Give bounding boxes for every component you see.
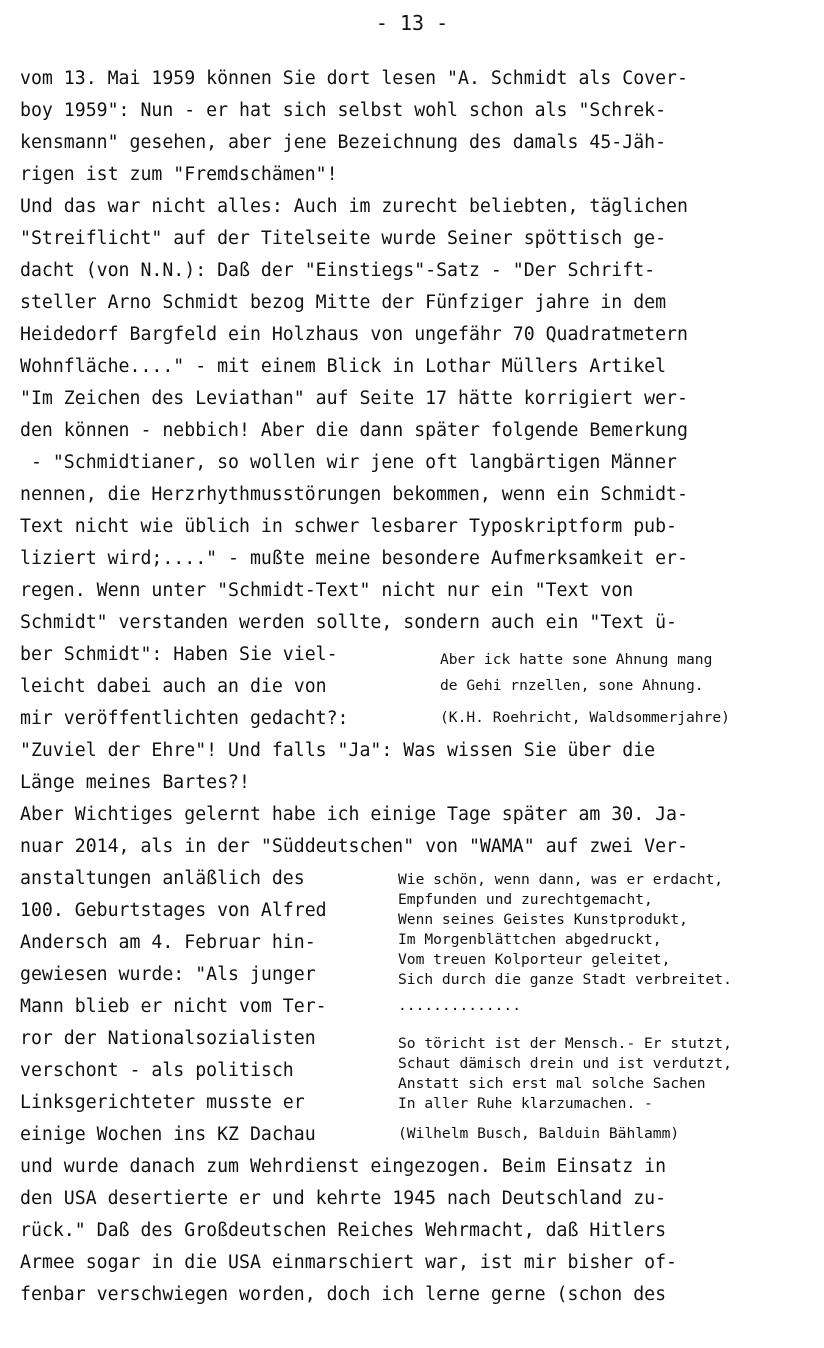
text-line: Linksgerichteter musste er [20, 1092, 305, 1113]
poem-line: Schaut dämisch drein und ist verdutzt, [398, 1055, 732, 1072]
text-line: nennen, die Herzrhythmusstörungen bekommen, wenn ein Schmidt- [20, 484, 688, 505]
text-line: Text nicht wie üblich in schwer lesbarer Typoskriptform pub- [20, 516, 677, 537]
text-line: Und das war nicht alles: Auch im zurecht beliebten, täglichen [20, 196, 688, 217]
poem-attribution: (Wilhelm Busch, Balduin Bählamm) [398, 1125, 680, 1142]
quote-line: de Gehi rnzellen, sone Ahnung. [440, 677, 704, 694]
text-line: boy 1959": Nun - er hat sich selbst wohl schon als "Schrek- [20, 100, 667, 121]
text-line: den USA desertierte er und kehrte 1945 nach Deutschland zu- [20, 1188, 667, 1209]
text-line: Armee sogar in die USA einmarschiert war, ist mir bisher of- [20, 1252, 677, 1273]
text-line: gewiesen wurde: "Als junger [20, 964, 316, 985]
poem-line: Anstatt sich erst mal solche Sachen [398, 1075, 706, 1092]
poem-ellipsis: .............. [398, 997, 522, 1014]
page-number: - 13 - [375, 11, 449, 35]
text-line: nuar 2014, als in der "Süddeutschen" von "WAMA" auf zwei Ver- [20, 836, 688, 857]
poem-line: Empfunden und zurechtgemacht, [398, 891, 653, 908]
text-line: "Streiflicht" auf der Titelseite wurde Seiner spöttisch ge- [20, 228, 667, 249]
text-line: rigen ist zum "Fremdschämen"! [20, 164, 338, 185]
text-line: anstaltungen anläßlich des [20, 868, 305, 889]
text-line: vom 13. Mai 1959 können Sie dort lesen "A. Schmidt als Cover- [20, 68, 688, 89]
text-line: Heidedorf Bargfeld ein Holzhaus von ungefähr 70 Quadratmetern [20, 324, 688, 345]
text-line: steller Arno Schmidt bezog Mitte der Fünfziger jahre in dem [20, 292, 667, 313]
poem-line: Vom treuen Kolporteur geleitet, [398, 951, 671, 968]
text-line: regen. Wenn unter "Schmidt-Text" nicht nur ein "Text von [20, 580, 634, 601]
text-line: ror der Nationalsozialisten [20, 1028, 316, 1049]
text-line: Aber Wichtiges gelernt habe ich einige Tage später am 30. Ja- [20, 804, 688, 825]
text-line: einige Wochen ins KZ Dachau [20, 1124, 316, 1145]
poem-line: In aller Ruhe klarzumachen. - [398, 1095, 653, 1112]
quote-line: Aber ick hatte sone Ahnung mang [440, 651, 713, 668]
poem-line: Wenn seines Geistes Kunstprodukt, [398, 911, 688, 928]
poem-line: So töricht ist der Mensch.- Er stutzt, [398, 1035, 732, 1052]
text-line: mir veröffentlichten gedacht?: [20, 708, 349, 729]
text-line: kensmann" gesehen, aber jene Bezeichnung des damals 45-Jäh- [20, 132, 667, 153]
text-line: Länge meines Bartes?! [20, 772, 250, 793]
poem-line: Im Morgenblättchen abgedruckt, [398, 931, 662, 948]
text-line: rück." Daß des Großdeutschen Reiches Wehrmacht, daß Hitlers [20, 1220, 667, 1241]
text-line: den können - nebbich! Aber die dann später folgende Bemerkung [20, 420, 688, 441]
text-line: ber Schmidt": Haben Sie viel- [20, 644, 338, 665]
text-line: und wurde danach zum Wehrdienst eingezogen. Beim Einsatz in [20, 1156, 667, 1177]
text-line: leicht dabei auch an die von [20, 676, 327, 697]
text-line: "Zuviel der Ehre"! Und falls "Ja": Was wissen Sie über die [20, 740, 656, 761]
text-line: liziert wird;...." - mußte meine besondere Aufmerksamkeit er- [20, 548, 688, 569]
quote-attribution: (K.H. Roehricht, Waldsommerjahre) [440, 709, 730, 726]
poem-line: Wie schön, wenn dann, was er erdacht, [398, 871, 724, 888]
text-line: Mann blieb er nicht vom Ter- [20, 996, 327, 1017]
text-line: Wohnfläche...." - mit einem Blick in Lothar Müllers Artikel [20, 356, 667, 377]
poem-line: Sich durch die ganze Stadt verbreitet. [398, 971, 732, 988]
text-line: "Im Zeichen des Leviathan" auf Seite 17 hätte korrigiert wer- [20, 388, 688, 409]
text-line: - "Schmidtianer, so wollen wir jene oft langbärtigen Männer [20, 452, 677, 473]
text-line: Andersch am 4. Februar hin- [20, 932, 316, 953]
text-line: fenbar verschwiegen worden, doch ich lerne gerne (schon des [20, 1284, 667, 1305]
text-line: 100. Geburtstages von Alfred [20, 900, 327, 921]
text-line: Schmidt" verstanden werden sollte, sondern auch ein "Text ü- [20, 612, 677, 633]
text-line: dacht (von N.N.): Daß der "Einstiegs"-Satz - "Der Schrift- [20, 260, 656, 281]
text-line: verschont - als politisch [20, 1060, 294, 1081]
